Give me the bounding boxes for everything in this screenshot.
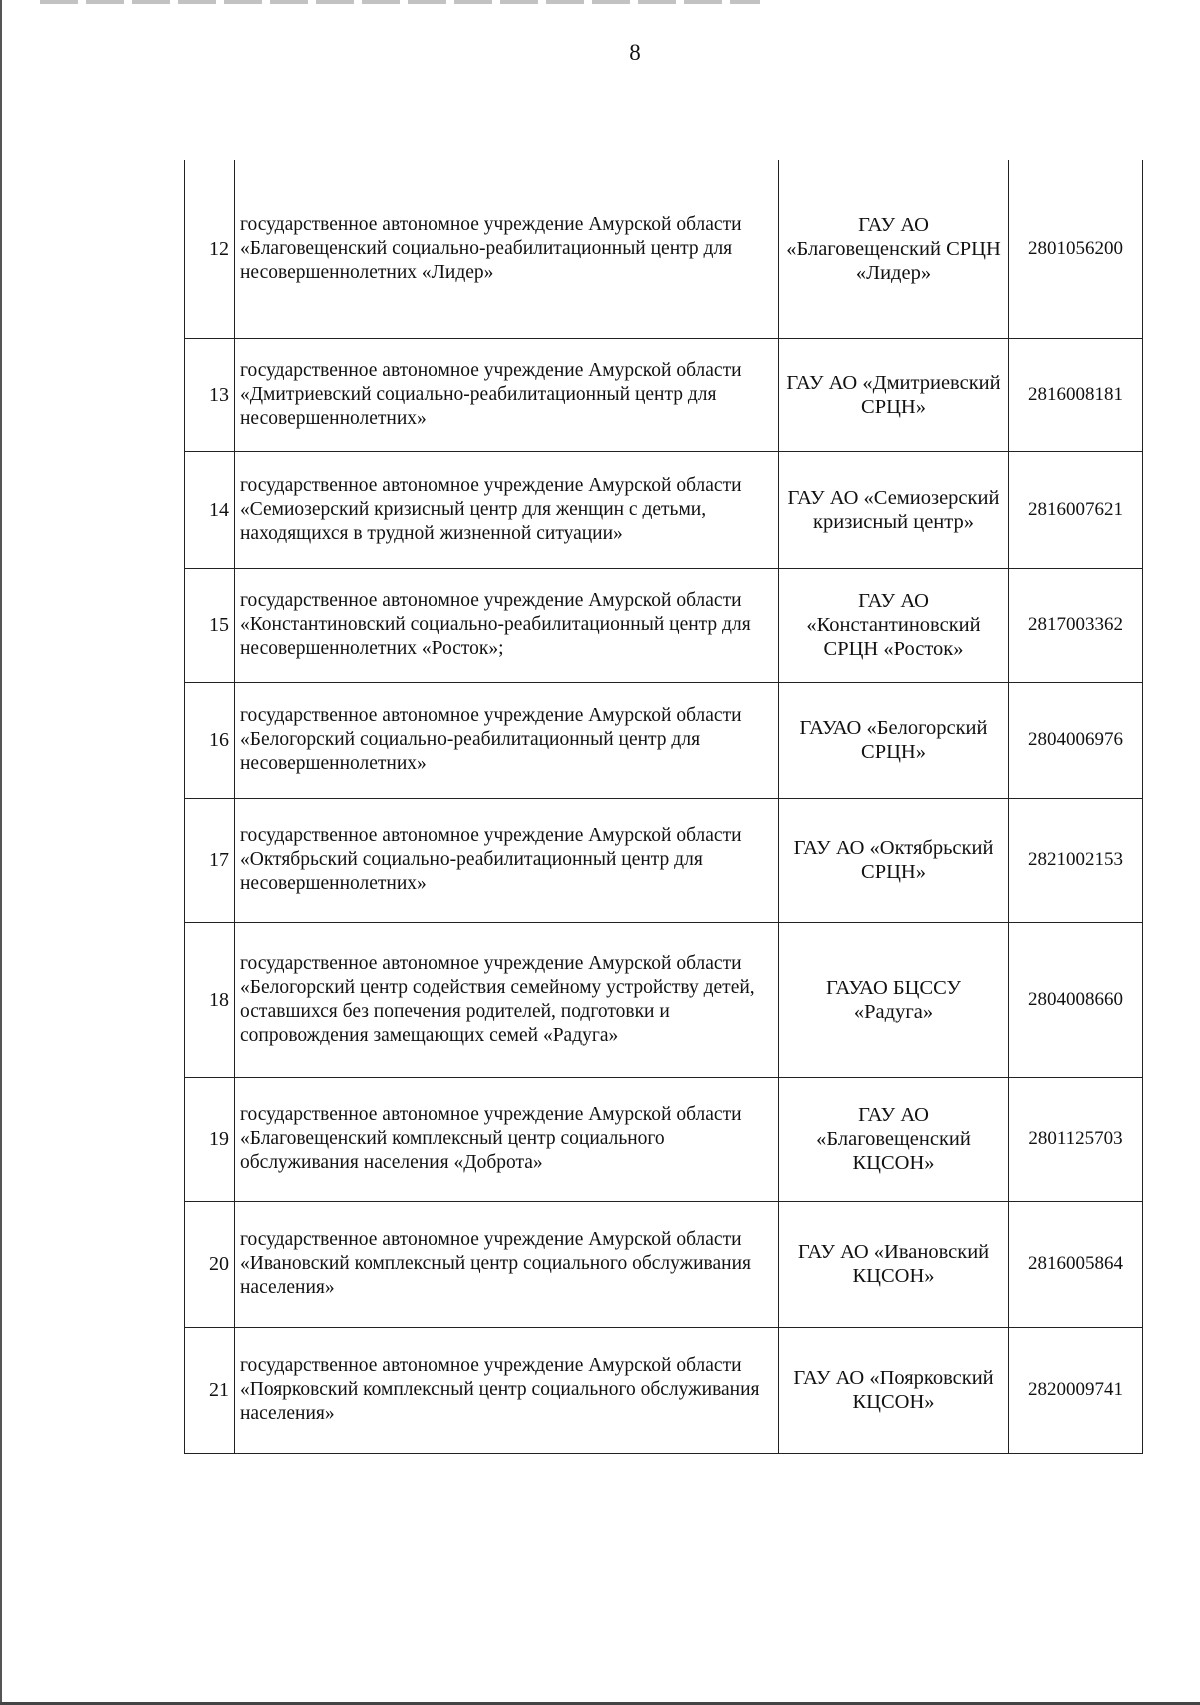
institution-short-name: ГАУ АО «Семиозерский кризисный центр» [779, 451, 1009, 568]
institution-inn: 2817003362 [1009, 568, 1143, 682]
institutions-table [184, 160, 1143, 1454]
institution-full-name: государственное автономное учреждение Амурской области «Ивановский комплексный центр социального обслуживания населения» [235, 1201, 779, 1327]
page-number: 8 [629, 40, 641, 65]
row-number: 17 [185, 798, 235, 922]
table-row [185, 160, 1143, 338]
table-row [185, 798, 1143, 922]
institution-full-name: государственное автономное учреждение Амурской области «Белогорский центр содействия семейному устройству детей, оставшихся без попечения родителей, подготовки и сопровождения замещающих семей «Радуга» [235, 922, 779, 1077]
institution-short-name: ГАУ АО «Константиновский СРЦН «Росток» [779, 568, 1009, 682]
institution-full-name: государственное автономное учреждение Амурской области «Благовещенский социально-реабилитационный центр для несовершеннолетних «Лидер» [235, 160, 779, 338]
institution-full-name: государственное автономное учреждение Амурской области «Октябрьский социально-реабилитационный центр для несовершеннолетних» [235, 798, 779, 922]
table-row [185, 922, 1143, 1077]
row-number: 20 [185, 1201, 235, 1327]
institution-inn: 2821002153 [1009, 798, 1143, 922]
institution-inn: 2804008660 [1009, 922, 1143, 1077]
row-number: 15 [185, 568, 235, 682]
row-number: 21 [185, 1327, 235, 1453]
institution-inn: 2816005864 [1009, 1201, 1143, 1327]
table-row [185, 568, 1143, 682]
institution-short-name: ГАУ АО «Октябрьский СРЦН» [779, 798, 1009, 922]
institution-full-name: государственное автономное учреждение Амурской области «Семиозерский кризисный центр для женщин с детьми, находящихся в трудной жизненной ситуации» [235, 451, 779, 568]
row-number: 14 [185, 451, 235, 568]
row-number: 16 [185, 682, 235, 798]
institution-short-name: ГАУ АО «Благовещенский КЦСОН» [779, 1077, 1009, 1201]
table-row [185, 1077, 1143, 1201]
table-row [185, 338, 1143, 451]
row-number: 12 [185, 160, 235, 338]
scan-artifact-top [40, 0, 760, 4]
table-row [185, 1201, 1143, 1327]
institution-short-name: ГАУАО БЦССУ «Радуга» [779, 922, 1009, 1077]
institution-inn: 2801125703 [1009, 1077, 1143, 1201]
institution-short-name: ГАУ АО «Дмитриевский СРЦН» [779, 338, 1009, 451]
table-row [185, 682, 1143, 798]
institution-inn: 2801056200 [1009, 160, 1143, 338]
institution-inn: 2804006976 [1009, 682, 1143, 798]
scan-edge-left [0, 0, 2, 1705]
institution-inn: 2820009741 [1009, 1327, 1143, 1453]
institution-short-name: ГАУ АО «Поярковский КЦСОН» [779, 1327, 1009, 1453]
institution-full-name: государственное автономное учреждение Амурской области «Благовещенский комплексный центр социального обслуживания населения «Доброта» [235, 1077, 779, 1201]
institution-full-name: государственное автономное учреждение Амурской области «Дмитриевский социально-реабилитационный центр для несовершеннолетних» [235, 338, 779, 451]
row-number: 13 [185, 338, 235, 451]
table-row [185, 451, 1143, 568]
institution-short-name: ГАУ АО «Благовещенский СРЦН «Лидер» [779, 160, 1009, 338]
institution-short-name: ГАУАО «Белогорский СРЦН» [779, 682, 1009, 798]
institution-inn: 2816008181 [1009, 338, 1143, 451]
institution-short-name: ГАУ АО «Ивановский КЦСОН» [779, 1201, 1009, 1327]
table-row [185, 1327, 1143, 1453]
institution-full-name: государственное автономное учреждение Амурской области «Константиновский социально-реабилитационный центр для несовершеннолетних «Росток»; [235, 568, 779, 682]
row-number: 19 [185, 1077, 235, 1201]
institution-full-name: государственное автономное учреждение Амурской области «Белогорский социально-реабилитационный центр для несовершеннолетних» [235, 682, 779, 798]
institution-full-name: государственное автономное учреждение Амурской области «Поярковский комплексный центр социального обслуживания населения» [235, 1327, 779, 1453]
row-number: 18 [185, 922, 235, 1077]
institution-inn: 2816007621 [1009, 451, 1143, 568]
